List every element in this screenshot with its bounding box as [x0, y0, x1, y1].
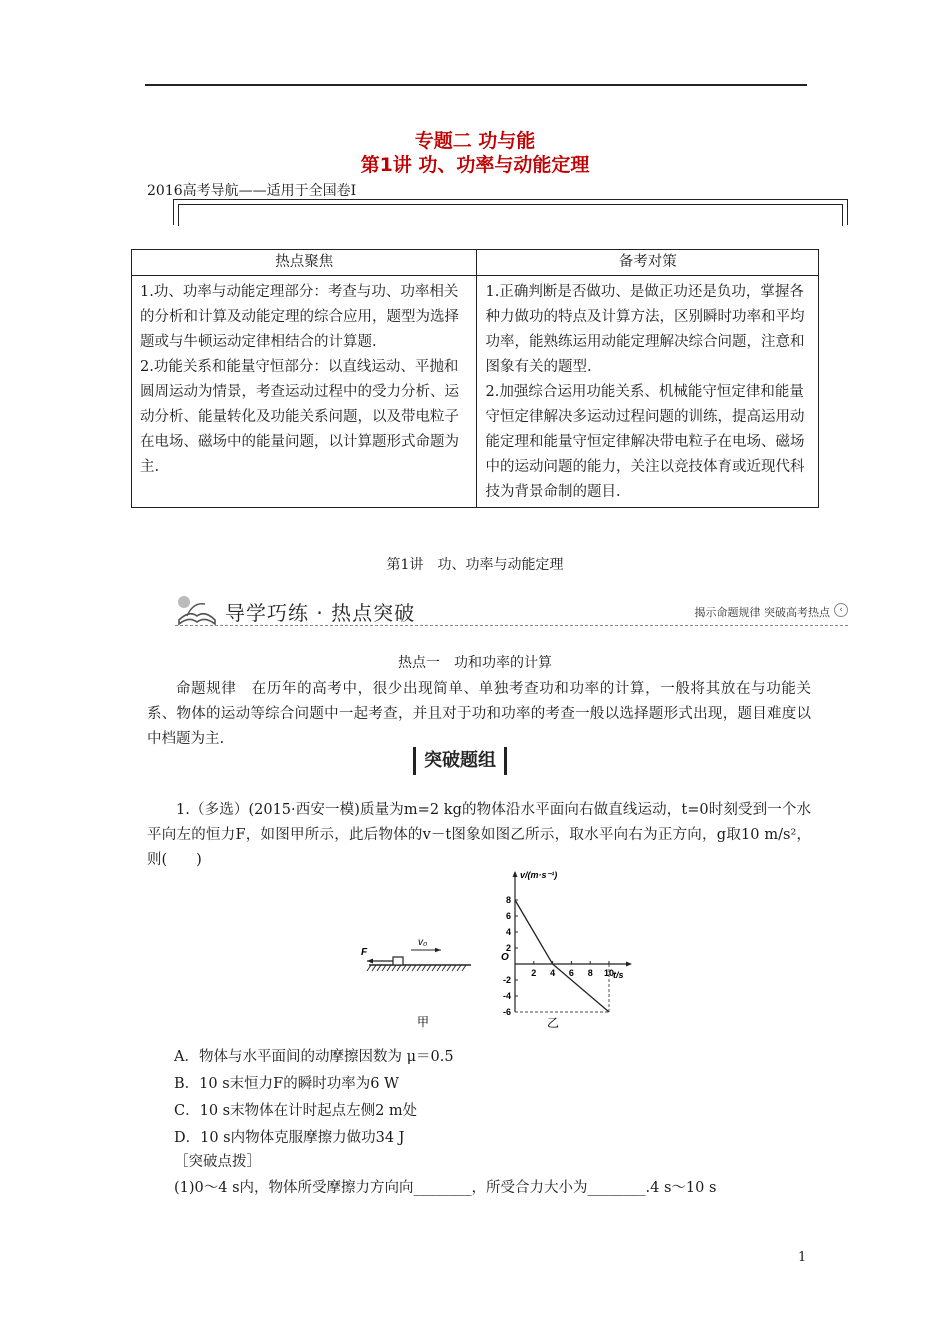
question-figure — [355, 868, 645, 1038]
x-tick: 6 — [568, 968, 574, 978]
banner-divider — [175, 625, 848, 626]
hatch-mark — [407, 965, 411, 971]
hatch-mark — [442, 965, 446, 971]
hatch-mark — [417, 965, 421, 971]
hatch-mark — [462, 965, 466, 971]
rule-paragraph: 命题规律 在历年的高考中，很少出现简单、单独考查功和功率的计算，一般将其放在与功能关系、物体的运动等综合问题中一起考查，并且对于功和功率的考查一般以选择题形式出现，题目难度以中档题为主. — [147, 681, 811, 747]
hatch-mark — [392, 965, 396, 971]
hatch-mark — [452, 965, 456, 971]
page-number: 1 — [798, 1250, 807, 1265]
velocity-arrowhead — [435, 948, 441, 952]
focus-paragraph: 1.功、功率与动能定理部分：考查与功、功率相关的分析和计算及动能定理的综合应用，题型为选择题或与牛顿运动定律相结合的计算题. — [140, 284, 459, 350]
y-tick: 4 — [505, 927, 511, 937]
focus-strategy-table — [131, 249, 819, 508]
x-tick: 4 — [550, 968, 556, 978]
hatch-mark — [422, 965, 426, 971]
strategy-paragraph: 2.加强综合运用功能关系、机械能守恒定律和能量守恒定律解决多运动过程问题的训练，提高运用动能定理和能量守恒定律解决带电粒子在电场、磁场中的运动问题的能力，关注以竞技体育或近现代科技为背景命制的题目. — [485, 384, 805, 500]
hatch-mark — [367, 965, 371, 971]
topic-title: 专题二 功与能 — [414, 130, 536, 152]
origin-label: O — [501, 952, 509, 963]
hatch-mark — [387, 965, 391, 971]
hatch-mark — [402, 965, 406, 971]
x-tick: 2 — [531, 968, 537, 978]
x-axis-label: t/s — [613, 970, 624, 980]
strategy-paragraph: 1.正确判断是否做功、是做正功还是负功，掌握各种力做功的特点及计算方法，区别瞬时功率和平均功率，能熟练运用动能定理解决综合问题，注意和图象有关的题型. — [485, 284, 805, 375]
table-header-strategy: 备考对策 — [477, 250, 819, 276]
lecture-title: 第1讲 功、功率与动能定理 — [360, 154, 590, 176]
x-tick: 8 — [587, 968, 593, 978]
y-tick: -2 — [502, 975, 511, 985]
hatch-mark — [397, 965, 401, 971]
banner-title: 导学巧练 · 热点突破 — [225, 601, 416, 625]
table-header-focus: 热点聚焦 — [132, 250, 477, 276]
hatch-mark — [377, 965, 381, 971]
y-axis-arrowhead — [513, 871, 518, 877]
option-c: C．10 s末物体在计时起点左侧2 m处 — [174, 1103, 418, 1119]
exam-guide: 2016高考导航——适用于全国卷Ⅰ — [147, 183, 357, 199]
figure-yi — [501, 870, 632, 1030]
lecture-subtitle: 第1讲 功、功率与动能定理 — [386, 557, 564, 573]
caption-yi: 乙 — [547, 1016, 560, 1030]
hint-label: ［突破点拨］ — [174, 1154, 261, 1170]
block — [393, 957, 403, 965]
hatch-mark — [437, 965, 441, 971]
v0-label: v₀ — [418, 937, 428, 948]
y-axis-label: v/(m·s⁻¹) — [520, 870, 558, 880]
book-icon — [175, 594, 219, 628]
strategy-cell — [477, 276, 819, 508]
hatch-mark — [427, 965, 431, 971]
option-b: B．10 s末恒力F的瞬时功率为6 W — [174, 1076, 399, 1092]
y-tick: -4 — [502, 991, 511, 1001]
banner-subtitle: 揭示命题规律 突破高考热点 — [694, 606, 830, 619]
option-d: D．10 s内物体克服摩擦力做功34 J — [174, 1130, 405, 1146]
y-tick: 2 — [505, 943, 511, 953]
group-label: 突破题组 — [413, 747, 507, 775]
force-arrowhead — [367, 959, 373, 964]
y-tick: 8 — [505, 895, 511, 905]
force-label: F — [361, 947, 368, 958]
hatch-mark — [412, 965, 416, 971]
figure-jia — [361, 937, 471, 1029]
hatch-mark — [382, 965, 386, 971]
x-axis-arrowhead — [626, 962, 632, 967]
y-tick: 6 — [505, 911, 511, 921]
hint-line: (1)0～4 s内，物体所受摩擦力方向向________，所受合力大小为________.4 s～10 s — [174, 1180, 717, 1196]
hatch-mark — [457, 965, 461, 971]
hatch-mark — [447, 965, 451, 971]
guide-frame — [173, 199, 848, 225]
x-tick: 10 — [603, 968, 615, 978]
hatch-mark — [432, 965, 436, 971]
ground-hatch — [367, 965, 466, 971]
question-1: 1.（多选）(2015·西安一模)质量为m=2 kg的物体沿水平面向右做直线运动，t=0时刻受到一个水平向左的恒力F，如图甲所示，此后物体的v－t图象如图乙所示，取水平向右为正方向，g取10 m/s²，则( ) — [147, 802, 811, 868]
hotspot-title: 热点一 功和功率的计算 — [398, 655, 552, 671]
chevron-left-icon: ‹ — [834, 603, 848, 617]
figure-svg — [355, 868, 645, 1038]
focus-cell — [132, 276, 477, 508]
option-a: A．物体与水平面间的动摩擦因数为 μ＝0.5 — [174, 1049, 454, 1065]
hatch-mark — [372, 965, 376, 971]
focus-paragraph: 2.功能关系和能量守恒部分：以直线运动、平抛和圆周运动为情景，考查运动过程中的受力分析、运动分析、能量转化及功能关系问题，以及带电粒子在电场、磁场中的能量问题，以计算题形式命题为主. — [140, 359, 459, 475]
velocity-line — [515, 900, 609, 1012]
section-banner — [175, 592, 848, 632]
header-rule — [145, 84, 807, 86]
caption-jia: 甲 — [417, 1015, 430, 1029]
y-tick: -6 — [502, 1007, 511, 1017]
